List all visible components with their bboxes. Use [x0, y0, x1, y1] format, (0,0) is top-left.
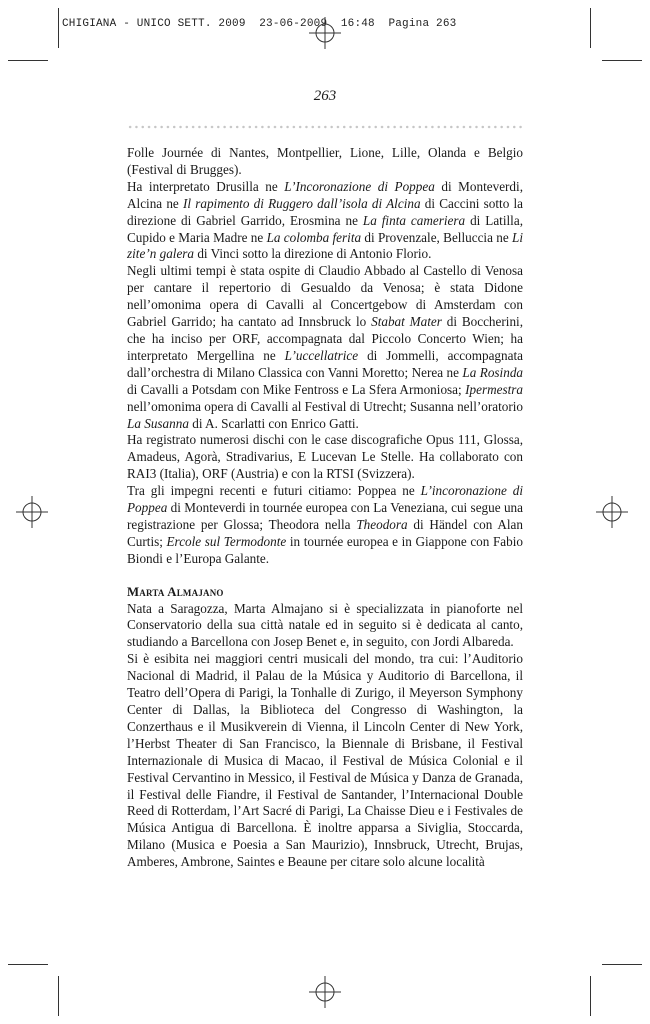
text-run: di Vinci sotto la direzione di Antonio Florio. — [194, 246, 432, 262]
text-run: in tournée europea e in Giappone con Fabio Biondi e l’Europa Galante. — [127, 533, 523, 566]
text-run: nell’omonima opera di Cavalli al Festival di Utrecht; Susanna nell’oratorio — [127, 398, 523, 414]
crop-mark-icon — [590, 976, 591, 1016]
paragraph: Ha registrato numerosi dischi con le case discografiche Opus 111, Glossa, Amadeus, Agorà, Stradivarius, E Lucevan Le Stelle. Ha collaborato con RAI3 (Italia), ORF (Austria) e con la RTSI (Svizzera). — [127, 432, 523, 482]
work-title: L’uccellatrice — [284, 347, 359, 363]
text-run: di Caccini sotto la direzione di Gabriel Garrido, Erosmina ne — [127, 195, 524, 228]
registration-mark-icon — [596, 496, 628, 528]
paragraph — [127, 263, 523, 432]
text-run: di Cavalli a Potsdam con Mike Fentross e La Sfera Armoniosa; — [127, 381, 466, 397]
crop-mark-icon — [590, 8, 591, 48]
work-title: Stabat Mater — [371, 314, 442, 330]
crop-mark-icon — [58, 8, 59, 48]
page-number: 263 — [313, 88, 337, 104]
text-run: di Latilla, Cupido e Maria Madre ne — [127, 212, 523, 245]
paragraph — [127, 483, 523, 568]
text-run: di A. Scarlatti con Enrico Gatti. — [188, 415, 359, 431]
text-run: Negli ultimi tempi è stata ospite di Claudio Abbado al Castello di Venosa per cantare il repertorio di Gesualdo da Venosa; è stata Didone nell’omonima opera di Cavalli al Concertgebow di Amsterdam con Gabriel Garrido; ha cantato ad Innsbruck lo — [127, 263, 523, 330]
text-run: di Monteverdi in tournée europea con La Veneziana, cui segue una registrazione per Glossa; Theodora nella — [127, 500, 523, 532]
work-title: Theodora — [356, 516, 408, 532]
work-title: L’Incoronazione di Poppea — [284, 178, 435, 194]
crop-mark-icon — [602, 964, 642, 965]
paragraph: Folle Journée di Nantes, Montpellier, Lione, Lille, Olanda e Belgio (Festival di Brugges). — [127, 145, 523, 177]
work-title: Ercole sul Termodonte — [166, 533, 287, 549]
work-title: La Rosinda — [462, 364, 524, 380]
work-title: Li zite’n galera — [127, 229, 523, 262]
work-title: La finta cameriera — [362, 212, 466, 228]
crop-mark-icon — [8, 60, 48, 61]
registration-mark-icon — [309, 17, 341, 49]
crop-mark-icon — [602, 60, 642, 61]
work-title: L’incoronazione di Poppea — [127, 483, 523, 516]
text-run: Ha interpretato Drusilla ne — [127, 178, 285, 194]
work-title: Il rapimento di Ruggero dall’isola di Alcina — [182, 195, 421, 211]
text-run: di Jommelli, accompagnata dall’orchestra di Milano Classica con Vanni Moretto; Nerea ne — [127, 347, 523, 380]
artist-heading: Marta Almajano — [127, 584, 224, 599]
work-title: Ipermestra — [465, 381, 523, 397]
paragraph: Si è esibita nei maggiori centri musicali del mondo, tra cui: l’Auditorio Nacional di Madrid, il Palau de la Música y Auditorio di Barcellona, il Teatro dell’Opera di Parigi, la Tonhalle di Zurigo, il Meyerson Symphony Center di Dallas, la Biblioteca del Congresso di Washington, la Conzerthaus e il Musikverein di Vienna, il Lincoln Center di New York, l’Herbst Theater di San Francisco, la Biennale di Brisbane, il Festival Internazionale di Musica di Macao, il Festival de Música Colonial e il Festival Cervantino in Messico, il Festival de Música y Danza de Granada, il Festival delle Fiandre, il Festival de Santander, l’Internacional Double Reed di Rotterdam, l’Art Sacré di Parigi, La Chaisse Dieu e i Festivales de Música Antigua di Barcellona. È inoltre apparsa a Siviglia, Stoccarda, Milano (Musica e Poesia a San Maurizio), Innsbruck, Utrecht, Brujas, Amberes, Ambrone, Saintes e Beaune per citare solo alcune località — [127, 651, 523, 870]
printer-slug: CHIGIANA - UNICO SETT. 2009 23-06-2009 16:48 Pagina 263 — [62, 18, 457, 30]
page-body — [127, 145, 523, 871]
paragraph — [127, 179, 523, 264]
text-run: di Händel con Alan Curtis; — [127, 516, 523, 549]
text-run: Tra gli impegni recenti e futuri citiamo: Poppea ne — [127, 483, 421, 499]
dotted-rule — [127, 124, 523, 130]
text-run: di Monteverdi, Alcina ne — [127, 178, 523, 211]
text-run: di Provenzale, Belluccia ne — [361, 229, 512, 245]
crop-mark-icon — [8, 964, 48, 965]
text-run: di Boccherini, che ha inciso per ORF, accompagnata dal Piccolo Concerto Wien; ha interpretato Mergellina ne — [127, 314, 523, 363]
work-title: La Susanna — [127, 415, 189, 431]
crop-mark-icon — [58, 976, 59, 1016]
registration-mark-icon — [16, 496, 48, 528]
section-gap — [127, 568, 523, 584]
work-title: La colomba ferita — [266, 229, 362, 245]
registration-mark-icon — [309, 976, 341, 1008]
paragraph: Nata a Saragozza, Marta Almajano si è specializzata in pianoforte nel Conservatorio della sua città natale ed in seguito si è dedicata al canto, studiando a Barcellona con Josep Benet e, in seguito, con Jordi Albareda. — [127, 600, 523, 650]
